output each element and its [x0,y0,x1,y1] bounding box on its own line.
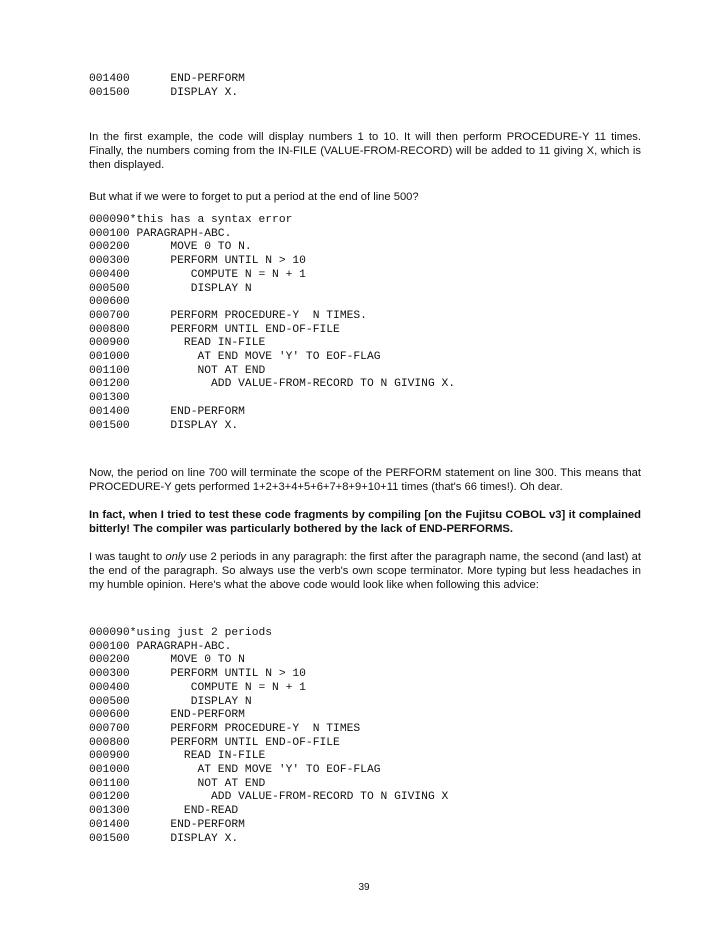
code-line: 000800 PERFORM UNTIL END-OF-FILE [89,736,340,749]
code-line: 000500 DISPLAY N [89,695,252,708]
code-line: 001400 END-PERFORM [89,73,245,85]
code-line: 001400 END-PERFORM [89,405,245,418]
code-line: 001100 NOT AT END [89,364,266,377]
code-block-1 [89,73,641,100]
code-line: 000100 PARAGRAPH-ABC. [89,640,232,653]
code-line: 000900 READ IN-FILE [89,337,266,350]
code-line: 000700 PERFORM PROCEDURE-Y N TIMES [89,722,361,735]
code-line: 001500 DISPLAY X. [89,86,239,99]
code-line: 000200 MOVE 0 TO N. [89,241,252,254]
code-line: 000900 READ IN-FILE [89,750,266,763]
code-line: 000300 PERFORM UNTIL N > 10 [89,668,306,681]
code-line: 001000 AT END MOVE 'Y' TO EOF-FLAG [89,351,381,364]
code-line: 000400 COMPUTE N = N + 1 [89,681,306,694]
code-line: 001000 AT END MOVE 'Y' TO EOF-FLAG [89,764,381,777]
advice-text-start: I was taught to [89,551,166,563]
code-line: 000600 [89,296,130,309]
code-line: 001500 DISPLAY X. [89,832,239,845]
code-line: 000300 PERFORM UNTIL N > 10 [89,255,306,268]
code-line: 000090*using just 2 periods [89,627,273,639]
code-line: 000400 COMPUTE N = N + 1 [89,268,306,281]
code-line: 000800 PERFORM UNTIL END-OF-FILE [89,323,340,336]
advice-emphasis: only [165,551,186,563]
code-line: 001300 [89,392,130,405]
paragraph-forget-period: But what if we were to forget to put a period at the end of line 500? [89,191,419,203]
code-line: 001200 ADD VALUE-FROM-RECORD TO N GIVING X [89,791,449,804]
code-line: 000100 PARAGRAPH-ABC. [89,227,232,240]
advice-text-end: use 2 periods in any paragraph: the first after the paragraph name, the second (and last) at the end of the paragraph. So always use the verb's own scope terminator. More typing but less headaches in my humble opinion. Here's what the above code would look like when following this advice: [89,551,641,591]
paragraph-period-scope: Now, the period on line 700 will terminate the scope of the PERFORM statement on line 300. This means that PROCEDURE-Y gets performed 1+2+3+4+5+6+7+8+9+10+11 times (that's 66 times!). Oh dear. [89,467,641,493]
code-line: 000600 END-PERFORM [89,709,245,722]
code-line: 001500 DISPLAY X. [89,419,239,432]
code-block-two-periods [89,627,641,846]
code-block-syntax-error [89,214,641,433]
paragraph-compiler-note: In fact, when I tried to test these code fragments by compiling [on the Fujitsu COBOL v3] it complained bitterly! The compiler was particularly bothered by the lack of END-PERFORMS. [89,509,641,535]
paragraph-first-example: In the first example, the code will display numbers 1 to 10. It will then perform PROCEDURE-Y 11 times. Finally, the numbers coming from the IN-FILE (VALUE-FROM-RECORD) will be added to 11 giving X, which is then displayed. [89,131,641,171]
paragraph-two-periods-advice [89,550,641,592]
code-line: 001400 END-PERFORM [89,818,245,831]
code-line: 000500 DISPLAY N [89,282,252,295]
code-line: 000200 MOVE 0 TO N [89,654,245,667]
code-line: 001200 ADD VALUE-FROM-RECORD TO N GIVING X. [89,378,456,391]
code-line: 000090*this has a syntax error [89,214,293,226]
page-number: 39 [358,882,370,893]
code-line: 001300 END-READ [89,805,239,818]
code-line: 001100 NOT AT END [89,777,266,790]
code-line: 000700 PERFORM PROCEDURE-Y N TIMES. [89,309,367,322]
